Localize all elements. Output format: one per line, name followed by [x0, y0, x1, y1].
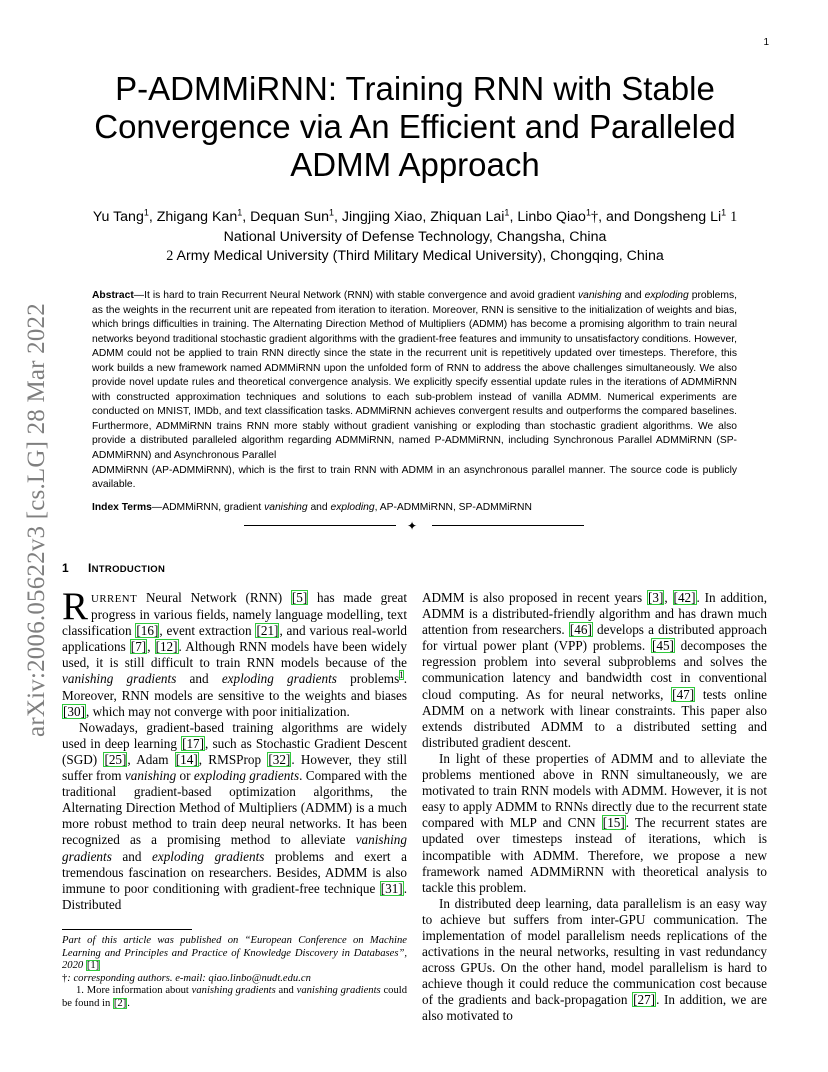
footnote-corresponding: [62, 973, 407, 986]
body-text: , Adam: [127, 751, 175, 767]
body-text: ADMM is also proposed in recent years: [422, 590, 648, 605]
body-text: Nowadays, gradient-based training algorithms are widely used in deep learning: [62, 719, 407, 751]
footnote-publication: [62, 935, 407, 973]
body-text: . In addition, we are also motivated to: [422, 992, 767, 1024]
body-text: and: [111, 848, 152, 864]
citation-link[interactable]: [5]: [291, 590, 308, 605]
body-text: ,: [664, 590, 673, 605]
citation-link[interactable]: [42]: [673, 590, 696, 605]
author-name: Dongsheng Li: [633, 209, 722, 225]
body-italic: vanishing: [124, 768, 177, 784]
dagger-mark: †: [62, 972, 68, 984]
affiliation-2: Army Medical University (Third Military Medical University), Chongqing, China: [176, 248, 664, 264]
right-column: [422, 590, 767, 1025]
author-name: Linbo Qiao: [517, 209, 586, 225]
author-affiliation-mark: 1: [585, 207, 591, 218]
abstract-label: Abstract: [92, 290, 134, 301]
section-heading: [62, 561, 165, 575]
abstract-text: ADMMiRNN (AP-ADMMiRNN), which is the first to train RNN with ADMM in an asynchronous parallel manner. The source code is publicly available.: [92, 464, 737, 491]
abstract-italic: exploding: [644, 290, 689, 301]
body-text: ,: [147, 639, 155, 655]
author-name: Zhiquan Lai: [430, 209, 505, 225]
abstract-text: problems, as the weights in the recurrent unit are repeated from iteration to iteration. Moreover, RNN is sensitive to the initialization of weights and bias, which brings difficulties in training. The Alternating Direction Method of Multipliers (ADMM) has become a promising algorithm to train neural networks beyond traditional stochastic gradient algorithms with the gradient-free features and immunity to unsatisfactory conditions. However, ADMM could not be applied to train RNN directly since the state in the recurrent unit is repetitively updated over timesteps. Therefore, this work builds a new framework named ADMMiRNN upon the unfolded form of RNN to address the above challenges simultaneously. We also provide novel update rules and theoretical convergence analysis. We explicitly specify essential update rules in the iterations of ADMMiRNN with constructed approximation techniques and solutions to each sub-problem instead of vanilla ADMM. Numerical experiments are conducted on MNIST, IMDb, and text classification tasks. ADMMiRNN achieves convergent results and outperforms the compared baselines. Furthermore, ADMMiRNN trains RNN more stably without gradient vanishing or exploding than stochastic gradient algorithms. We also provide a distributed paralleled algorithm regarding ADMMiRNN, named P-ADMMiRNN, including Synchronous Parallel ADMMiRNN (SP-ADMMiRNN) and Asynchronous Parallel: [92, 290, 737, 462]
author-affiliation-mark: 1: [721, 207, 727, 218]
body-text: . However, they still suffer from: [62, 751, 407, 784]
footnote-1: [62, 985, 407, 1010]
author-affiliation-mark: 1: [329, 207, 335, 218]
citation-link[interactable]: [32]: [268, 751, 291, 767]
index-terms-text: and: [307, 502, 331, 513]
section-divider: [244, 519, 584, 533]
intro-paragraph-4: [422, 751, 767, 896]
author-name: Dequan Sun: [250, 209, 330, 225]
body-text: In distributed deep learning, data parallelism is an easy way to achieve but suffers from inter-GPU communication. The implementation of model parallelism needs replications of the activations in the neural networks, resulting in vast redundancy across GPUs. On the other hand, model parallelism is hard to achieve though it could reduce the communication cost because of the gradients and back-propagation: [422, 895, 767, 1008]
footnote-text: : corresponding authors. e-mail: qiao.linbo@nudt.edu.cn: [67, 972, 311, 984]
index-terms-text: ADMMiRNN, gradient: [162, 502, 265, 513]
footnote-italic: vanishing gradients: [296, 985, 381, 997]
footnotes: [62, 935, 407, 1011]
footnote-rule: [62, 929, 192, 930]
abstract-dash: —: [133, 290, 145, 301]
body-text: develops a distributed approach for virtual power plant (VPP) problems.: [422, 622, 768, 654]
body-italic: exploding gradients: [152, 848, 265, 864]
affiliation-number: 1: [730, 209, 738, 225]
section-number: 1: [62, 561, 69, 575]
abstract-italic: vanishing: [577, 290, 622, 301]
body-italic: vanishing gradients: [62, 671, 177, 687]
citation-link[interactable]: [14]: [175, 751, 198, 767]
section-title-initial: I: [88, 561, 92, 575]
affiliation-2-line: [60, 247, 770, 267]
abstract-text: It is hard to train Recurrent Neural Network (RNN) with stable convergence and avoid gradient: [144, 290, 578, 301]
citation-link[interactable]: [25]: [104, 751, 127, 767]
drop-cap: R: [62, 585, 89, 628]
footnote-link[interactable]: 1: [399, 670, 404, 681]
footnote-number: 1: [76, 985, 82, 997]
left-column: [62, 585, 407, 913]
body-text: . Although RNN models have been widely used, it is still difficult to train RNN models because of the: [62, 639, 407, 671]
divider-diamond-icon: ✦: [407, 519, 418, 533]
body-text: . Distributed: [62, 880, 407, 912]
intro-paragraph-1: [62, 585, 407, 720]
body-text: or: [176, 768, 194, 784]
footnote-text: and: [275, 985, 297, 997]
body-text: . In addition, ADMM is a distributed-friendly algorithm and has drawn much attention from researchers.: [422, 590, 767, 638]
citation-link[interactable]: [1]: [86, 960, 100, 972]
arxiv-stamp[interactable]: [19, 283, 55, 756]
body-text: , such as Stochastic Gradient Descent (SGD): [62, 735, 407, 767]
body-text: , event extraction: [159, 623, 256, 639]
index-terms-italic: vanishing: [264, 502, 308, 513]
body-text: decomposes the regression problem into several subproblems and solves the communication latency and bandwidth cost in conventional cloud computing. As for neural networks,: [422, 638, 767, 702]
author-affiliation-mark: 1: [504, 207, 510, 218]
page-number: 1: [763, 37, 769, 48]
citation-link[interactable]: [21]: [256, 623, 279, 639]
body-text: and: [176, 671, 222, 687]
index-terms-label: Index Terms: [92, 502, 152, 513]
abstract-text: and: [621, 290, 645, 301]
citation-link[interactable]: [47]: [672, 686, 695, 702]
section-title-rest: NTRODUCTION: [91, 564, 166, 575]
footnote-text: could be found in: [62, 985, 407, 1009]
author-affiliation-mark: 1: [237, 207, 243, 218]
body-text: . Compared with the traditional gradient-based optimization algorithms, the Alternating Direction Method of Multipliers (ADMM) is a much more robust method to train deep neural networks. It has been recognized as a promising method to alleviate: [62, 768, 407, 848]
body-text: tests online ADMM on a network with linear constraints. This paper also extends distributed ADMM to a distributed setting and distributed gradient descent.: [422, 686, 767, 750]
index-terms: [92, 501, 737, 515]
abstract: [92, 289, 737, 493]
index-terms-dash: —: [151, 502, 163, 513]
citation-link[interactable]: [2]: [113, 997, 127, 1009]
footnote-text: Part of this article was published on “European Conference on Machine Learning and Principles and Practice of Knowledge Discovery in Databases”, 2020: [62, 935, 407, 972]
citation-link[interactable]: [7]: [130, 639, 147, 655]
author-name: Yu Tang: [92, 209, 144, 225]
citation-link[interactable]: [16]: [136, 623, 159, 639]
author-block: [60, 208, 770, 267]
citation-link[interactable]: [3]: [648, 590, 664, 605]
footnote-italic: vanishing gradients: [191, 985, 276, 997]
body-text: Neural Network (RNN): [137, 590, 291, 605]
body-text: problems: [336, 671, 400, 687]
lead-small-caps: URRENT: [91, 593, 138, 605]
body-text: In light of these properties of ADMM and to alleviate the problems mentioned above in RNN simultaneously, we are motivated to train RNN models with ADMM. However, it is not easy to apply ADMM to RNNs directly due to the recurrent state compared with MLP and CNN: [422, 750, 767, 831]
body-text: . The recurrent states are updated over timesteps instead of iterations, which is incompatible with ADMM. Therefore, we propose a new framework named ADMMiRNN with theoretical analysis to tackle this problem.: [422, 815, 767, 895]
citation-link[interactable]: [15]: [602, 815, 625, 831]
paper-title: P-ADMMiRNN: Training RNN with Stable Convergence via An Efficient and Paralleled ADMM Approach: [94, 70, 736, 183]
divider-line: [244, 525, 396, 526]
footnote-text: . More information about: [81, 985, 192, 997]
citation-link[interactable]: [45]: [651, 638, 674, 654]
author-affiliation-mark: 1: [143, 207, 149, 218]
author-name: Jingjing Xiao: [341, 209, 423, 225]
citation-link[interactable]: [30]: [63, 703, 85, 719]
citation-link[interactable]: [12]: [155, 639, 178, 655]
affiliation-1: National University of Defense Technology, Changsha, China: [223, 228, 607, 245]
body-text: , which may not converge with poor initialization.: [85, 703, 350, 719]
body-italic: exploding gradients: [221, 671, 337, 687]
intro-paragraph-5: [422, 896, 767, 1025]
citation-link[interactable]: [17]: [182, 735, 205, 751]
footnote-text: .: [127, 997, 130, 1009]
body-text: problems and exert a tremendous fascination on researchers. Besides, ADMM is also immune to poor conditioning with gradient-free technique: [62, 848, 407, 896]
body-text: . Moreover, RNN models are sensitive to the weights and biases: [62, 671, 407, 703]
intro-paragraph-3: [422, 590, 767, 751]
index-terms-text: , AP-ADMMiRNN, SP-ADMMiRNN: [374, 502, 532, 513]
body-text: , RMSProp: [198, 751, 268, 767]
citation-link[interactable]: [46]: [569, 622, 592, 638]
body-text: has made great progress in various fields, namely language modelling, text classification: [62, 590, 407, 639]
citation-link[interactable]: [27]: [633, 992, 656, 1008]
divider-line: [432, 525, 584, 526]
body-text: , and various real-world applications: [62, 623, 407, 655]
body-italic: vanishing gradients: [62, 832, 407, 864]
body-italic: exploding gradients: [193, 768, 300, 784]
author-list: Yu Tang$^1$, Zhigang Kan$^1$, Dequan Sun$^1$, Jingjing Xiao, Zhiquan Lai$^1$, Linbo Qiao$^1$†, and Dongsheng Li$^1$ 1: [92, 207, 738, 225]
arxiv-stamp-text: arXiv:2006.05622v3 [cs.LG] 28 Mar 2022: [23, 302, 50, 737]
author-name: Zhigang Kan: [156, 209, 238, 225]
affiliation-number: 2: [166, 248, 174, 264]
intro-paragraph-2: [62, 720, 407, 913]
index-terms-italic: exploding: [330, 502, 375, 513]
citation-link[interactable]: [31]: [380, 880, 403, 896]
